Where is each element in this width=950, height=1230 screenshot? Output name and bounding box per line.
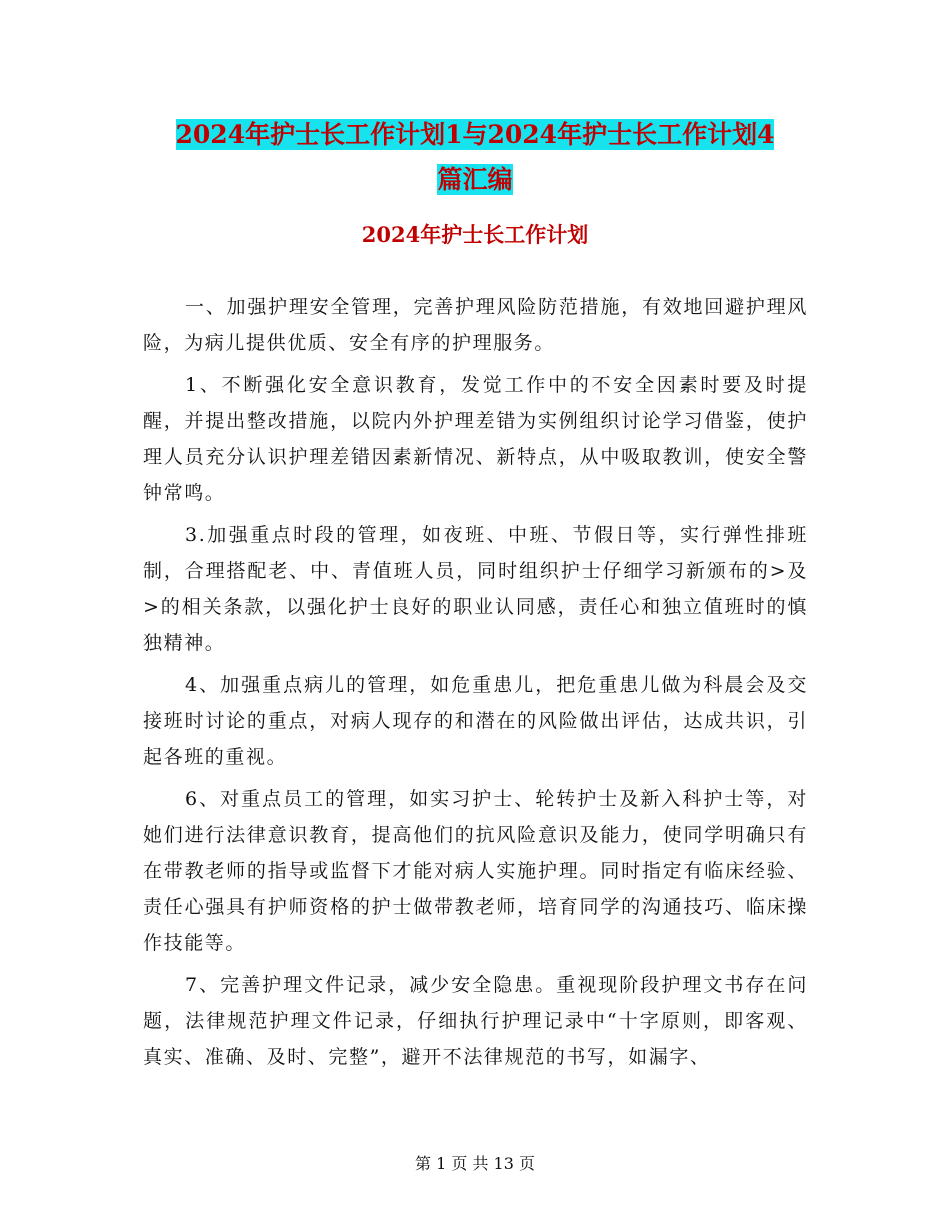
paragraph: 4、加强重点病儿的管理，如危重患儿，把危重患儿做为科晨会及交接班时讨论的重点，对病人现存的和潜在的风险做出评估，达成共识，引起各班的重视。 [143,674,808,768]
page-footer: 第 1 页 共 13 页 [415,1154,535,1173]
paragraph: 7、完善护理文件记录，减少安全隐患。重视现阶段护理文书存在问题，法律规范护理文件记录，仔细执行护理记录中“十字原则，即客观、真实、准确、及时、完整”，避开不法律规范的书写，如漏字、 [143,974,808,1068]
paragraph: 3.加强重点时段的管理，如夜班、中班、节假日等，实行弹性排班制，合理搭配老、中、青值班人员，同时组织护士仔细学习新颁布的>及>的相关条款，以强化护士良好的职业认同感，责任心和独立值班时的慎独精神。 [143,524,808,654]
document-title-line-2: 篇汇编 [437,165,513,194]
document-title-line-1: 2024年护士长工作计划1与2024年护士长工作计划4 [175,120,775,149]
document-body [143,289,808,1081]
section-title: 2024年护士长工作计划 [361,222,589,247]
document-title [140,112,810,202]
paragraph: 1、不断强化安全意识教育，发觉工作中的不安全因素时要及时提醒，并提出整改措施，以院内外护理差错为实例组织讨论学习借鉴，使护理人员充分认识护理差错因素新情况、新特点，从中吸取教训，使安全警钟常鸣。 [143,374,808,504]
paragraph: 6、对重点员工的管理，如实习护士、轮转护士及新入科护士等，对她们进行法律意识教育，提高他们的抗风险意识及能力，使同学明确只有在带教老师的指导或监督下才能对病人实施护理。同时指定有临床经验、责任心强具有护师资格的护士做带教老师，培育同学的沟通技巧、临床操作技能等。 [143,788,808,954]
paragraph: 一、加强护理安全管理，完善护理风险防范措施，有效地回避护理风险，为病儿提供优质、安全有序的护理服务。 [143,296,808,354]
